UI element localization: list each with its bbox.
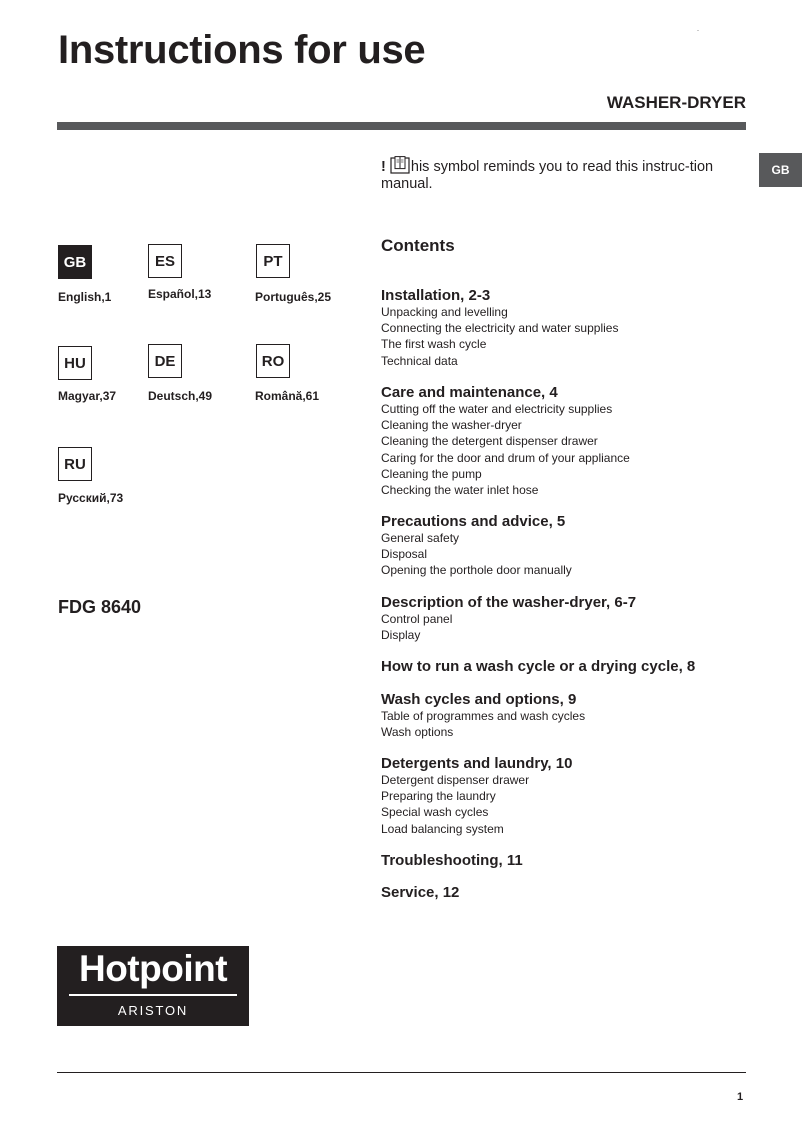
section-title: Precautions and advice, 5	[381, 513, 566, 530]
section-item: Table of programmes and wash cycles	[381, 709, 586, 723]
section-item: Unpacking and levelling	[381, 305, 508, 319]
section-item: Cleaning the pump	[381, 466, 482, 481]
logo-subbrand: ARISTON	[117, 1003, 189, 1018]
language-code-box: RU	[58, 447, 92, 481]
section-item: Detergent dispenser drawer	[381, 773, 530, 787]
section-title: Wash cycles and options, 9	[381, 691, 577, 708]
warning-mark: !	[381, 159, 386, 175]
language-item-es[interactable]	[148, 244, 182, 278]
language-label: Português,25	[255, 290, 332, 304]
contents-section-care[interactable]	[381, 384, 630, 498]
section-item: Cutting off the water and electricity supplies	[381, 402, 613, 416]
contents-heading: Contents	[381, 236, 455, 255]
language-code-box: GB	[58, 245, 92, 279]
section-item: Wash options	[381, 725, 454, 740]
section-item: Special wash cycles	[381, 805, 489, 820]
language-item-gb[interactable]	[58, 245, 92, 279]
language-item-de[interactable]	[148, 344, 182, 378]
page-number: 1	[737, 1091, 744, 1103]
language-code-box: ES	[148, 244, 182, 278]
contents-section-description[interactable]	[381, 594, 636, 643]
language-label: Deutsch,49	[148, 389, 213, 403]
language-code-box: RO	[256, 344, 290, 378]
section-item: Preparing the laundry	[381, 789, 496, 804]
language-item-hu[interactable]	[58, 346, 92, 380]
logo-divider	[69, 994, 237, 996]
contents-section-service[interactable]	[381, 884, 459, 901]
hotpoint-ariston-logo	[57, 946, 249, 1026]
book-icon	[390, 156, 410, 174]
section-title: Description of the washer-dryer, 6-7	[381, 594, 637, 611]
section-item: Cleaning the detergent dispenser drawer	[381, 434, 598, 449]
model-number: FDG 8640	[58, 597, 142, 617]
corner-mark: -	[697, 28, 699, 34]
reminder-text: his symbol reminds you to read this instruc-tion manual.	[381, 159, 714, 192]
section-item: Caring for the door and drum of your appliance	[381, 450, 630, 465]
language-item-pt[interactable]	[256, 244, 290, 278]
language-label: English,1	[58, 290, 112, 304]
contents-section-how-to-run[interactable]	[381, 658, 695, 675]
section-item: Cleaning the washer-dryer	[381, 418, 522, 433]
contents-section-detergents[interactable]	[381, 755, 572, 837]
language-label: Español,13	[148, 287, 212, 301]
contents-section-wash-cycles[interactable]	[381, 691, 585, 740]
language-item-ro[interactable]	[256, 344, 290, 378]
manual-reminder-note	[381, 156, 721, 193]
language-item-ru[interactable]	[58, 447, 92, 481]
section-title: Care and maintenance, 4	[381, 384, 558, 401]
section-item: Disposal	[381, 547, 428, 562]
language-label: Русский,73	[58, 491, 124, 505]
document-type: WASHER-DRYER	[606, 93, 746, 112]
language-code-box: DE	[148, 344, 182, 378]
section-item: Connecting the electricity and water supplies	[381, 321, 619, 336]
section-item: Checking the water inlet hose	[381, 483, 539, 498]
section-item: Display	[381, 628, 421, 643]
language-side-tab: GB	[759, 153, 802, 187]
section-title: Installation, 2-3	[381, 287, 491, 304]
section-title: How to run a wash cycle or a drying cycle, 8	[381, 658, 696, 675]
section-title: Troubleshooting, 11	[381, 852, 523, 869]
section-item: Load balancing system	[381, 821, 504, 836]
language-label: Română,61	[255, 389, 320, 403]
contents-section-troubleshooting[interactable]	[381, 852, 523, 869]
section-title: Detergents and laundry, 10	[381, 755, 573, 772]
section-item: Control panel	[381, 612, 453, 626]
language-code-box: HU	[58, 346, 92, 380]
section-item: The first wash cycle	[381, 337, 487, 352]
logo-brand: Hotpoint	[78, 948, 228, 989]
language-code-box: PT	[256, 244, 290, 278]
language-label: Magyar,37	[58, 389, 117, 403]
contents-section-precautions[interactable]	[381, 513, 572, 579]
section-item: General safety	[381, 531, 460, 545]
contents-section-installation[interactable]	[381, 287, 618, 369]
section-title: Service, 12	[381, 884, 460, 901]
section-item: Technical data	[381, 353, 458, 368]
page-title: Instructions for use	[58, 28, 426, 72]
header-rule	[57, 122, 746, 130]
section-item: Opening the porthole door manually	[381, 563, 572, 578]
footer-rule	[57, 1072, 746, 1073]
